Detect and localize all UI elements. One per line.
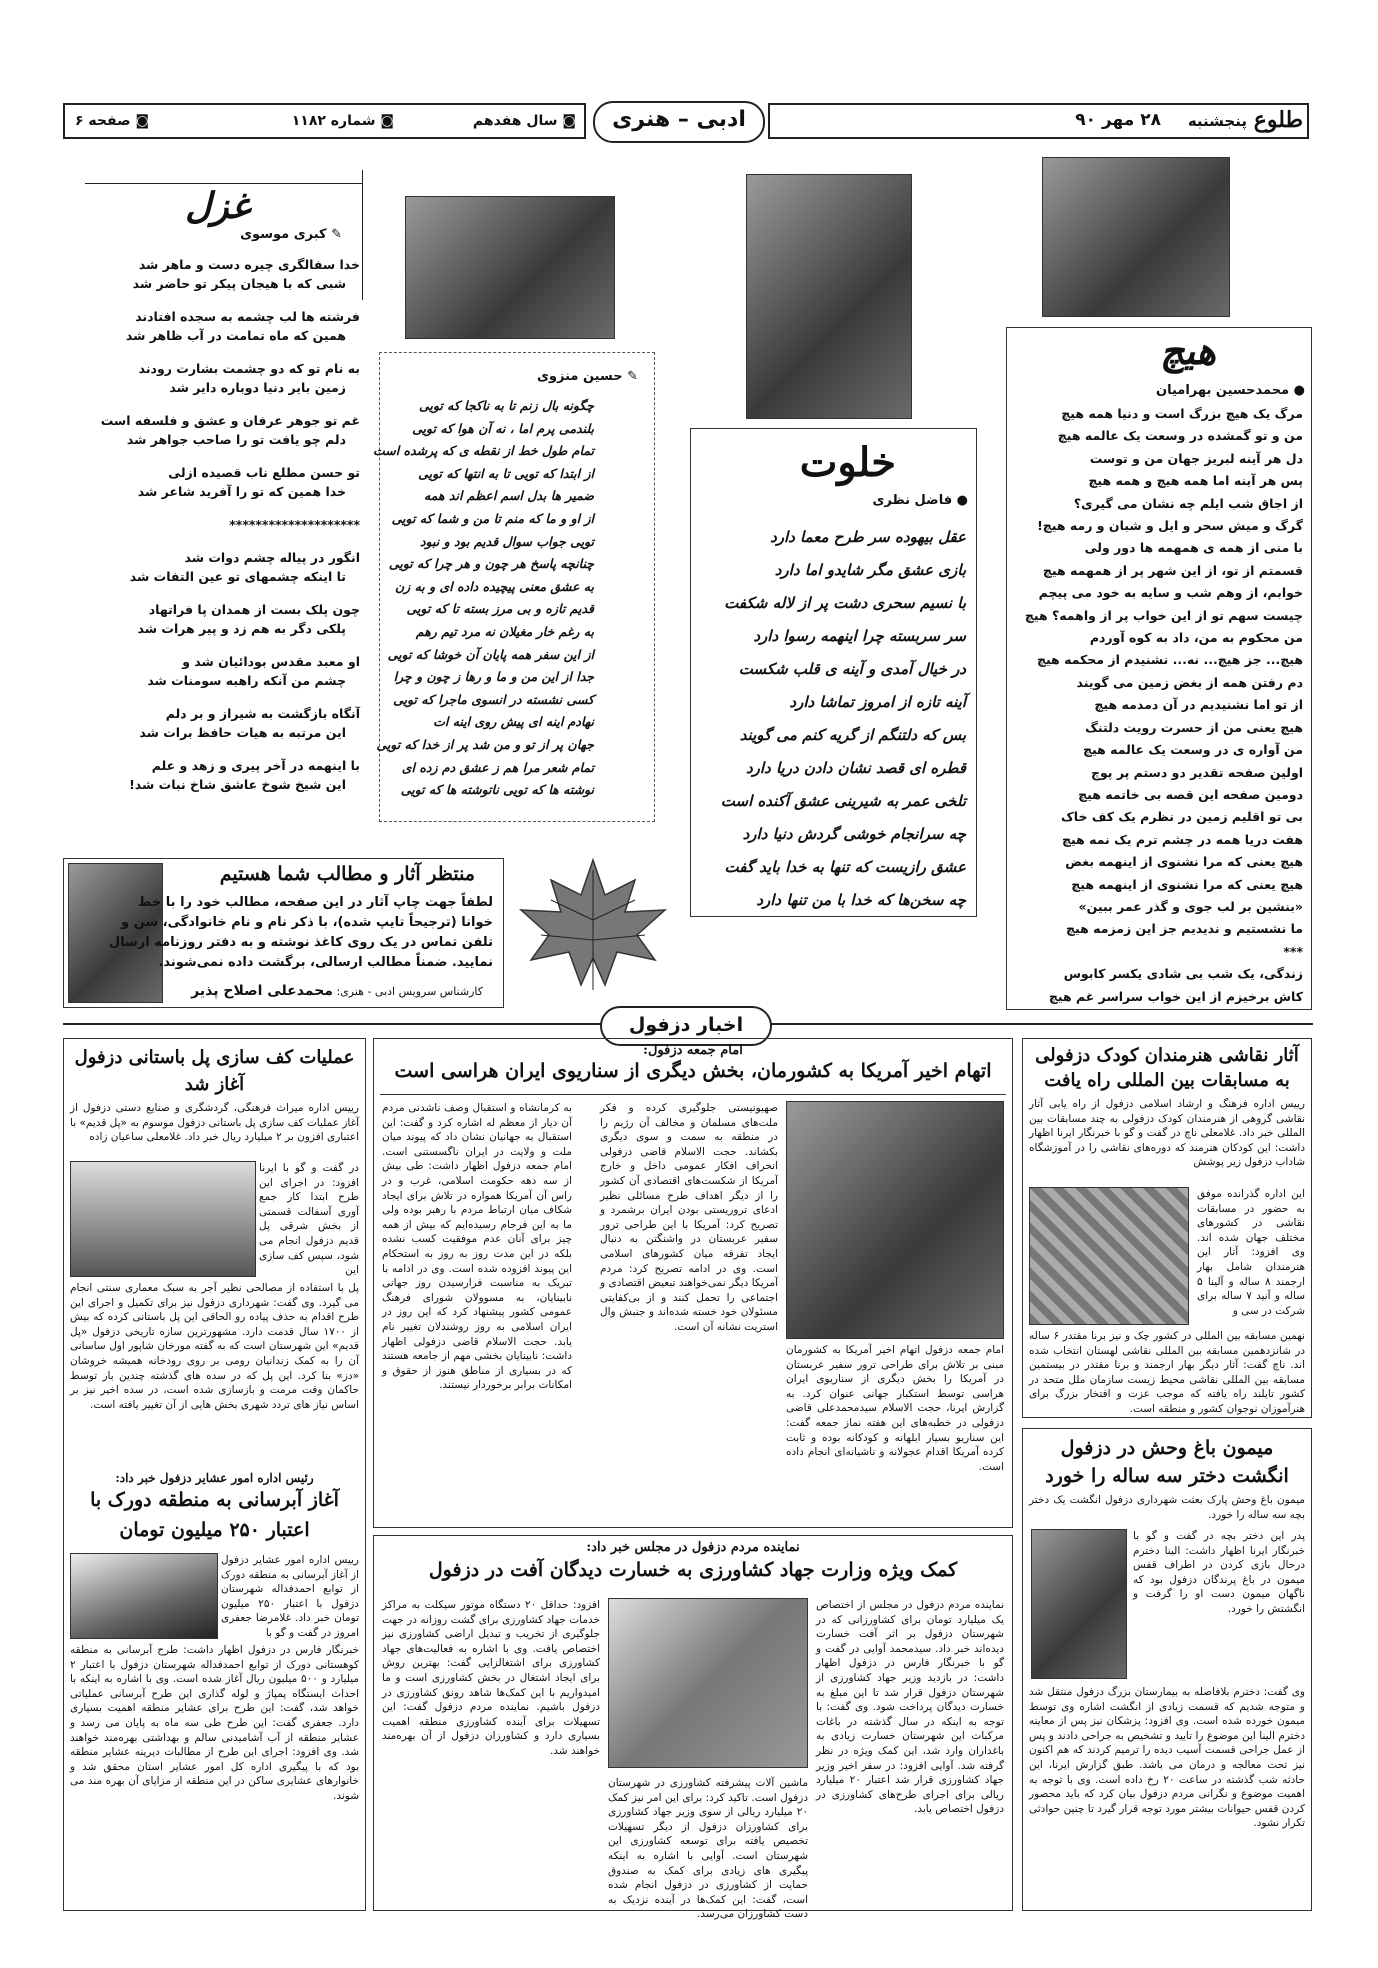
maple-leaf-icon (505, 850, 680, 1000)
poem-line: همین که ماه تمامت در آب ظاهر شد (125, 328, 346, 343)
poem-line: هیچ یعنی که مرا نشنوی از اینهمه بغض (1065, 854, 1303, 870)
poem-line: ******************** (229, 517, 360, 532)
imam-title-rule (380, 1094, 1006, 1095)
poem-line: لطفاً جهت چاپ آثار در این صفحه، مطالب خود را با خط (137, 895, 493, 910)
poem-line: تویی جواب سوال قدیم بود و نبود (419, 533, 594, 549)
masthead-day: پنجشنبه (1187, 112, 1247, 130)
poem-line: ضمیر ها بدل اسم اعظم اند همه (424, 488, 594, 504)
masthead-logo: طلوع (1253, 107, 1303, 133)
photo-bridge (70, 1161, 256, 1277)
poem-line: قطره ای قصد نشان دادن دریا دارد (745, 759, 966, 777)
poem-line: اولین صفحه تقدیر دو دستم پر پوچ (1090, 764, 1303, 780)
bridge-body-side: در گفت و گو با ایرنا افزود: در اجرای این طرح ابتدا کار جمع آوری آسفالت قسمتی از بخش شرقی پل قدیم دزفول انجام می شود، سپس کف سازی این (259, 1162, 359, 1277)
painters-title-1: آثار نقاشی هنرمندان کودک دزفولی (1035, 1045, 1299, 1066)
ghazal-column (70, 175, 360, 845)
poem-line: هفت دریا همه در چشم ترم یک نمه هیچ (1061, 831, 1303, 847)
poem-line: *** (1283, 943, 1303, 959)
submissions-box (63, 858, 504, 1008)
poem-line: فرشته ها لب چشمه به سجده افتادند (135, 309, 360, 324)
submissions-signature (191, 983, 483, 999)
poem-line: من محکوم به من، داد به کوه آوردم (1089, 630, 1303, 646)
ghazal-stanza (70, 463, 360, 501)
poem-line: دلم چو یافت تو را صاحب جواهر شد (126, 432, 346, 447)
painters-body-side: این اداره گذرانده موفق به حضور در مسابقات نقاشی در کشورهای مختلف جهان شده اند. وی افزود: آثار این هنرمندان شامل بهار ارجمند ۸ ساله و آلینا ۵ ساله و آنید ۷ ساله برای شرکت در سی و (1197, 1188, 1305, 1317)
news-badge: اخبار دزفول (600, 1006, 772, 1046)
poem-line: چشم من آنکه راهبه سومنات شد (147, 673, 346, 688)
painters-body-bottom: نهمین مسابقه بین المللی در کشور چک و نیز برنا مقتدر ۶ ساله در شانزدهمین مسابقه بین المللی نقاشی لهستان انتخاب شده اند. ناچ گفت: آثار دیگر بهار ارجمند و برنا مقتدر در بیستمین مسابقه بین المللی نقاشی محیط زیست سازمان ملل متحد در کشور تایلند راه یافته که موجب عزت و افتخار بزرگ برای هنرآموزان نوجوان کشور و منطقه است. (1029, 1330, 1305, 1415)
submissions-title: منتظر آثار و مطالب شما هستیم (219, 863, 475, 885)
water-body-side: رییس اداره امور عشایر دزفول از آغاز آبرسانی به منطقه دورک از توابع احمدفداله شهرستان دزفول با اعتبار ۲۵۰ میلیون تومان خبر داد. غلامرضا جعفری امروز در گفت و گو با (221, 1554, 359, 1639)
poem-line: غم تو جوهر عرفان و عشق و فلسفه است (100, 413, 360, 428)
khalvat-author-name: فاضل نظری (872, 493, 953, 508)
section-badge: ادبی – هنری (593, 101, 765, 143)
khalvat-poem-box (690, 428, 977, 917)
imam-col-2: صهیونیستی جلوگیری کرده و فکر ملت‌های مسلمان و مخالف آن رژیم را در منطقه به سمت و سوی دیگری بکشاند. حجت الاسلام قاضی دزفولی انحراف افکار عمومی داخل و خارج آمریکا از شکست‌های اقتصادی آن کشور را از دیگر اهداف طرح مسائلی نظیر ادعای تروریستی بودن ایران برشمرد و تصریح کرد: آمریکا با این طراحی ترور سفیر عربستان در واشنگتن به دنبال ایجاد تفرقه میان کشورهای اسلامی است. وی در ادامه تصریح کرد: مردم آمریکا دیگر نمی‌خواهند تبعیض اقتصادی و اجتماعی را تحمل کنند و از بی‌کفایتی مسئولان خود خسته شده‌اند و جنبش وال استریت نشانه آن است. (600, 1102, 778, 1333)
signature-name: محمدعلی اصلاح پذیر (191, 983, 333, 999)
ghazal-stanza (70, 307, 360, 345)
agri-title: کمک ویژه وزارت جهاد کشاورزی به خسارت دیدگان آفت در دزفول (428, 1559, 958, 1581)
ghazal-stanza (70, 600, 360, 638)
ghazal-author: ✎ کبری موسوی (240, 227, 342, 242)
poem-line: جدا از این من و ما و رها ز چون و چرا (393, 669, 594, 685)
photo-children-painting (1029, 1187, 1189, 1325)
poem-line: به عشق معنی پیچیده داده ای و به زن (395, 578, 594, 594)
poem-line: کاش برخیزم از این خواب سراسر غم هیچ (1048, 988, 1303, 1004)
water-body-bottom: خبرنگار فارس در دزفول اظهار داشت: طرح آبرسانی به منطقه کوهستانی دورک از توابع احمدفداله شهرستان دزفول با اعتبار ۲ میلیارد و ۵۰۰ میلیون ریال آغاز شده است. وی با اشاره به اینکه با احداث ایستگاه پمپاژ و لوله گذاری این طرح آبرسانی عملیاتی خواهد شد، گفت: این طرح برای عشایر منطقه اهمیت بسیاری دارد. جعفری گفت: این طرح طی سه ماه به پایان می رسد و عشایر منطقه از آب آشامیدنی سالم و بهداشتی بهره‌مند خواهند شد. وی افزود: اجرای این طرح از مطالبات دیرینه عشایر منطقه بود که با پیگیری اداره کل امور عشایر استان محقق شد و خانوارهای عشایری ساکن در این منطقه از مزایای آن بهره مند می شوند. (70, 1644, 360, 1802)
agri-col-right: نماینده مردم دزفول در مجلس از اختصاص یک میلیارد تومان برای کشاورزانی که در شهرستان دزفول بر اثر آفت خسارت دیده‌اند خبر داد. سیدمحمد آوایی در گفت و گو با خبرنگار فارس در دزفول اظهار داشت: در بازدید وزیر جهاد کشاورزی از شهرستان دزفول قرار شد تا این مبلغ به خسارت دیدگان پرداخت شود. وی گفت: با توجه به اینکه در سال گذشته در باغات مرکبات این شهرستان خسارت زیادی به باغداران وارد شد، این کمک ویژه در نظر گرفته شد. آوایی افزود: در سفر اخیر وزیر جهاد کشاورزی قرار شد اعتبار ۲۰ میلیارد ریالی برای اجرای طرح‌های کشاورزی در دزفول اختصاص یابد. (816, 1599, 1004, 1816)
poem-line: چون پلک بست از همدان پا فراتهاد (148, 602, 360, 617)
signature-label: کارشناس سرویس ادبی - هنری: (336, 985, 483, 998)
monzavi-poem-box (372, 352, 655, 822)
poem-line: نمایید. ضمناً مطالب ارسالی، برگشت داده نمی‌شوند. (158, 955, 493, 970)
poem-line: دومین صفحه این قصه بی خاتمه هیچ (1078, 786, 1303, 802)
bridge-title-2: آغاز شد (184, 1074, 245, 1095)
poem-line: نوشته ها که تویی ناتوشته ها که تویی (400, 782, 594, 798)
ghazal-title: غزل (185, 185, 250, 227)
painters-title-2: به مسابقات بین المللی راه یافت (1044, 1070, 1290, 1091)
poem-line: چه سرانجام خوشی گردش دنیا دارد (742, 825, 966, 843)
masthead-right-box (768, 103, 1309, 139)
page-text: صفحه ۶ (75, 113, 131, 129)
poem-line: من آواره ی در وسعت یک عالمه هیچ (1083, 742, 1303, 758)
imam-col-1: به کرمانشاه و استقبال وصف ناشدنی مردم آن دیار از معظم له اشاره کرد و گفت: این استقبال به جهانیان نشان داد که پیوند میان ملت و ولایت در ایران ناگسستنی است. امام جمعه دزفول اظهار داشت: طی بیش از سه دهه حکومت اسلامی، غرب و در راس آن آمریکا همواره در تلاش برای ایجاد شکاف میان ارتباط مردم با رهبر بوده ولی ما به این فرجام رسیده‌ایم که بیش از همه چیز برای آنان عدم موفقیت کسب نشده بلکه در این مدت روز به روز به استحکام این پیوند افزوده شده است. وی در ادامه با تبریک به مناسبت فرارسیدن روز جهانی نابینایان، به مسوولان شورای فرهنگ عمومی کشور پیشنهاد کرد که این روز در ایران اسلامی به روز روشندلان تغییر نام یابد. حجت الاسلام قاضی دزفولی اظهار داشت: نابینایان بخشی مهم از جامعه هستند که در بسیاری از مناطق هنوز از حقوق و امکانات برابر برخوردار نیستند. (382, 1102, 572, 1392)
monzavi-author: ✎ حسین منزوی (537, 369, 638, 384)
poem-line: نهادم اینه ای پیش روی اینه ات (433, 714, 594, 730)
poem-line: بی تو اقلیم زمین در نظرم یک کف خاک (1060, 809, 1303, 825)
poem-line: در خیال آمدی و آینه ی قلب شکست (738, 660, 966, 678)
poem-line: از ابتدا که تویی تا به انتها که تویی (418, 465, 594, 481)
poem-line: پلکی دگر به هم زد و پیر هرات شد (137, 621, 346, 636)
bridge-title-1: عملیات کف سازی پل باستانی دزفول (74, 1047, 355, 1068)
poem-line: از اجاق شب ایلم چه نشان می گیری؟ (1073, 495, 1303, 511)
poem-line: مرگ یک هیچ بزرگ است و دنیا همه هیچ (1061, 406, 1303, 421)
monkey-body-bottom: وی گفت: دخترم بلافاصله به بیمارستان بزرگ دزفول منتقل شد و متوجه شدیم که قسمت زیادی از انگشت اشاره وی توسط میمون خورده شده است. وی افزود: پزشکان نیز پس از معاینه دخترم الینا این موضوع را تایید و تشخیص به جراحی دادند و پس از عمل جراحی قسمت آسیب دیده را ترمیم کردند که هم اکنون نیز تحت معالجه و درمان می باشد. طبق گزارش ایرنا، این حادثه شب گذشته در ساعت ۲۰ رخ داده است. وی با توجه به اهمیت موضوع و نگرانی مردم دزفول بیان کرد که باید محصور کردن قفس حیوانات بیشتر مورد توجه قرار گیرد تا چنین حوادثی تکرار نشود. (1029, 1686, 1306, 1830)
agri-lead: نماینده مردم دزفول در مجلس خبر داد: (586, 1540, 800, 1555)
issue-text: شماره ۱۱۸۲ (291, 113, 376, 129)
poem-line: به رغم خار مغیلان نه مرد تیم رهم (415, 623, 594, 639)
poem-line: با منی از همه ی همهمه ها دور ولی (1084, 540, 1303, 556)
khalvat-lines (703, 521, 966, 917)
poem-line: آنگاه بازگشت به شیراز و بر دلم (165, 706, 360, 721)
ghazal-stanza (70, 756, 360, 794)
water-title-1: آغاز آبرسانی به منطقه دورک با (90, 1489, 339, 1511)
poem-line: او معبد مقدس بودائیان شد و (182, 654, 360, 669)
poem-line: به نام تو که دو چشمت بشارت رودند (138, 361, 360, 376)
masthead-issue: ◙ شماره ۱۱۸۲ (291, 113, 394, 129)
poem-line: زمین بایر دنیا دوباره دایر شد (169, 380, 346, 395)
hich-author-name: محمدحسین بهرامیان (1156, 383, 1290, 398)
poem-line: تمام طول خط از نقطه ی که پرشده است (372, 443, 594, 459)
photo-mp (608, 1598, 808, 1768)
hich-author: ● محمدحسین بهرامیان (1156, 383, 1305, 398)
poem-line: چیست سهم تو از این خواب پر از واهمه؟ هیچ (1024, 607, 1303, 623)
hich-lines (1015, 403, 1303, 1008)
water-lead: رئیس اداره امور عشایر دزفول خبر داد: (115, 1471, 314, 1485)
poem-line: خدا همین که تو را آفرید شاعر شد (137, 484, 346, 499)
ghazal-stanza (70, 515, 360, 534)
poem-line: تمام شعر مرا هم ز عشق دم زده ای (401, 759, 594, 775)
ghazal-lines (70, 255, 360, 808)
hich-title: هیچ (1159, 328, 1216, 373)
poem-line: قسمتم از تو، از این شهر پر از همهمه هیچ (1042, 562, 1303, 578)
khalvat-author: ● فاضل نظری (872, 493, 968, 508)
imam-caption: امام جمعه دزفول اتهام اخیر آمریکا به کشورمان مبنی بر تلاش برای طراحی ترور سفیر عربستان در آمریکا را بخش دیگری از سناریوی ایران هراسی توسط استکبار جهانی عنوان کرد. به گزارش ایرنا، حجت الاسلام سیدمحمدعلی قاضی دزفولی در خطبه‌های این هفته نماز جمعه گفت: این سناریو بسیار ابلهانه و کودکانه بوده و ثابت کرده آمریکا اقدام عجولانه و ناشیانه‌ای انجام داده است. (786, 1344, 1004, 1473)
poem-line: از این سفر همه پایان آن خوشا که تویی (387, 646, 594, 662)
ghazal-stanza (70, 359, 360, 397)
monzavi-author-name: حسین منزوی (537, 369, 623, 384)
article-agriculture (373, 1535, 1013, 1921)
imam-lead: امام جمعه دزفول: (643, 1043, 743, 1058)
poem-line: قدیم تازه و بی مرز بسته تا که تویی (406, 601, 594, 617)
submissions-text (108, 893, 493, 973)
painters-body-top: رییس اداره فرهنگ و ارشاد اسلامی دزفول از راه یابی آثار نقاشی گروهی از هنرمندان کودک دزفولی به چند مسابقات بین المللی خبر داد. غلامعلی ناچ در گفت و گو با خبرنگار ایرنا اظهار داشت: این کودکان هنرمند که دوره‌های نقاشی را در آموزشگاه شاداب دزفول زیر پوشش (1029, 1098, 1305, 1169)
poem-line: تو حسن مطلع ناب قصیده ازلی (168, 465, 360, 480)
poem-line: هیچ یعنی که مرا نشنوی از اینهمه هیچ (1071, 876, 1303, 892)
poem-line: دم رفتن همه از بغض زمین می گویند (1076, 674, 1303, 690)
poem-line: زندگی، یک شب بی شادی یکسر کابوس (1063, 966, 1303, 982)
khalvat-title: خلوت (799, 439, 896, 486)
monkey-body-side: پدر این دختر بچه در گفت و گو با خبرنگار ایرنا اظهار داشت: الینا دخترم درحال بازی کردن در اطراف قفس میمون در باغ پرندگان دزفول بود که ناگهان میمون دست او را گرفت و انگشتش را خورد. (1133, 1530, 1305, 1615)
poem-line: گرگ و میش سحر و ایل و شبان و رمه هیچ! (1037, 518, 1303, 534)
poem-line: بازی عشق مگر شایدو اما دارد (774, 561, 966, 579)
poem-line: از او و ما که منم تا من و شما که تویی (391, 510, 594, 526)
poem-line: عشق رازیست که تنها به خدا باید گفت (724, 858, 966, 876)
poem-line: با اینهمه در آخر پیری و زهد و علم (151, 758, 360, 773)
poem-line: تا اینکه چشمهای تو عین التفات شد (129, 569, 346, 584)
poem-line: دل هر آینه لبریز جهان من و توست (1089, 450, 1303, 466)
poem-line: چنانچه پاسخ هر چون و هر چرا که تویی (388, 556, 594, 572)
masthead-date: ۲۸ مهر ۹۰ (1075, 110, 1161, 130)
monkey-title-2: انگشت دختر سه ساله را خورد (1045, 1465, 1289, 1487)
article-monkey (1022, 1428, 1312, 1911)
year-text: سال هفدهم (472, 113, 558, 129)
ghazal-stanza (70, 652, 360, 690)
hich-poem-box (1006, 327, 1312, 1010)
poem-line: «بنشین بر لب جوی و گذر عمر ببین» (1078, 898, 1303, 914)
poem-line: هیچ یعنی من از حسرت رویت دلتنگ (1085, 719, 1303, 735)
poem-line: ما نشستیم و ندیدیم جز این زمزمه هیچ (1066, 921, 1303, 937)
poem-line: خدا سفالگری چیره دست و ماهر شد (138, 257, 360, 272)
photo-imam (786, 1101, 1004, 1339)
ghazal-stanza (70, 255, 360, 293)
masthead-year: ◙ سال هفدهم (472, 113, 576, 129)
agri-col-mid: ماشین آلات پیشرفته کشاورزی در شهرستان دزفول است. تاکید کرد: برای این امر نیز کمک ۲۰ میلیارد ریالی از سوی وزیر جهاد کشاورزی برای کشاورزان دزفول از دیگر تسهیلات تخصیص یافته برای توسعه کشاورزی این شهرستان است. آوایی با اشاره به اینکه پیگیری های زیادی برای کمک به صندوق حمایت از کشاورزی در دزفول انجام شده است، گفت: این کمک‌ها در آینده نزدیک به دست کشاورزان می‌رسد. (608, 1777, 808, 1921)
poem-line: چه سخن‌ها که خدا با من تنها دارد (756, 891, 966, 909)
ghazal-author-name: کبری موسوی (240, 227, 327, 242)
article-bridge (63, 1038, 366, 1911)
poem-line: انگور در پیاله چشم دوات شد (184, 550, 360, 565)
poem-line: خوانا (ترجیحاً تایپ شده)، با ذکر نام و نام خانوادگی، سن و (121, 915, 493, 930)
poem-line: آینه تازه از امروز تماشا دارد (789, 693, 966, 711)
monkey-title-1: میمون باغ وحش در دزفول (1060, 1437, 1274, 1459)
water-title-2: اعتبار ۲۵۰ میلیون تومان (119, 1519, 310, 1541)
poem-line: از تو اما نشنیدیم در آن دمدمه هیچ (1094, 697, 1303, 713)
poem-line: من و تو گمشده در وسعت یک عالمه هیچ (1057, 428, 1303, 444)
poem-line: این شیخ شوخ عاشق شاخ نبات شد! (129, 777, 346, 792)
poem-line: سر سربسته چرا اینهمه رسوا دارد (753, 627, 966, 645)
ghazal-rule-v (362, 170, 363, 300)
poem-line: چگونه بال زنم تا به ناکجا که تویی (418, 398, 594, 413)
article-imam (373, 1038, 1013, 1528)
imam-title: اتهام اخیر آمریکا به کشورمان، بخش دیگری از سناریوی ایران هراسی است (394, 1060, 992, 1082)
masthead-left-box (63, 103, 586, 139)
poem-line: بس که دلتنگم از گریه کنم می گویند (739, 726, 966, 744)
bridge-body-top: رییس اداره میراث فرهنگی، گردشگری و صنایع دستی دزفول از آغاز عملیات کف سازی پل باستانی دزفول موسوم به «پل قدیم» با اعتباری افزون بر ۲ میلیارد ریال خبر داد. غلامعلی ساعیان زاده (70, 1102, 359, 1144)
photo-girl (1031, 1529, 1127, 1679)
poem-line: این مرتبه به هیات حافظ برات شد (139, 725, 346, 740)
masthead-page: ◙ صفحه ۶ (75, 113, 150, 129)
photo-water-pipes (70, 1553, 218, 1639)
poem-line: بلندمی پرم اما ، نه آن هوا که تویی (412, 420, 594, 436)
bridge-body-bottom: پل با استفاده از مصالحی نظیر آجر به سبک معماری سنتی انجام می گیرد. وی گفت: شهرداری دزفول نیز برای تکمیل و اجرای این طرح اقدام به حذف پیاده رو الحاقی این پل باستانی کرده که بیش از ۱۷۰۰ سال قدمت دارد. مشهورترین سازه تاریخی دزفول «پل قدیم» این شهرستان است که به گفته مورخان شاپور اول ساسانی آن را به کمک زندانیان رومی بر روی رودخانه همیشه خروشان «دز» بنا کرد. این پل که در سده های گذشته چندین بار توسط حاکمان وقت مرمت و بازسازی شده است، در سده اخیر نیز بر اساس نیاز های تردد شهری بخش هایی از آن تغییر یافته است. (70, 1282, 359, 1411)
ghazal-rule-h (85, 183, 363, 184)
photo-nazari (746, 174, 912, 419)
agri-col-left: افزود: حداقل ۲۰ دستگاه موتور سیکلت به مراکز خدمات جهاد کشاورزی برای گشت روزانه در جهت جلوگیری از تخریب و تبدیل اراضی کشاورزی نیز اختصاص یافت. وی با اشاره به فعالیت‌های جهاد کشاورزی برای اشتغالزایی گفت: بهترین روش برای ایجاد اشتغال در بخش کشاورزی است و ما امیدواریم با این کمک‌ها شاهد رونق کشاورزی در دزفول باشیم. نماینده مردم دزفول گفت: این تسهیلات برای آینده کشاورزی منطقه اهمیت بسیاری دارد و کشاورزان دزفول از آن بهره‌مند خواهند شد. (382, 1599, 600, 1757)
poem-line: با نسیم سحری دشت پر از لاله شکفت (724, 594, 966, 612)
poem-line: پس هر آینه اما همه هیچ و همه هیچ (1088, 473, 1303, 489)
ghazal-stanza (70, 704, 360, 742)
photo-monzavi (405, 196, 615, 339)
poem-line: کسی نشسته در انسوی ماجرا که تویی (393, 691, 594, 707)
poem-line: هیچ... جز هیچ... نه... نشنیدم از محکمه هیچ (1036, 652, 1303, 668)
poem-line: تلخی عمر به شیرینی عشق آکنده است (720, 792, 966, 810)
poem-line: خوابم، از وهم شب و سایه به خود می پیچم (1038, 585, 1303, 601)
ghazal-stanza (70, 548, 360, 586)
article-painters (1022, 1038, 1312, 1418)
ghazal-stanza (70, 411, 360, 449)
poem-line: جهان پر از تو و من شد پر از خدا که تویی (376, 736, 594, 752)
monkey-body-top: میمون باغ وحش پارک بعثت شهرداری دزفول انگشت یک دختر بچه سه ساله را خورد. (1029, 1494, 1305, 1521)
poem-line: تلفن تماس در یک روی کاغذ نوشته و به دفتر روزنامه ارسال (108, 935, 493, 950)
photo-bahramian (1042, 157, 1230, 317)
poem-line: عقل بیهوده سر طرح معما دارد (770, 528, 966, 546)
poem-line: شبی که با هیجان پیکر تو حاضر شد (132, 276, 346, 291)
monzavi-lines (372, 395, 594, 802)
